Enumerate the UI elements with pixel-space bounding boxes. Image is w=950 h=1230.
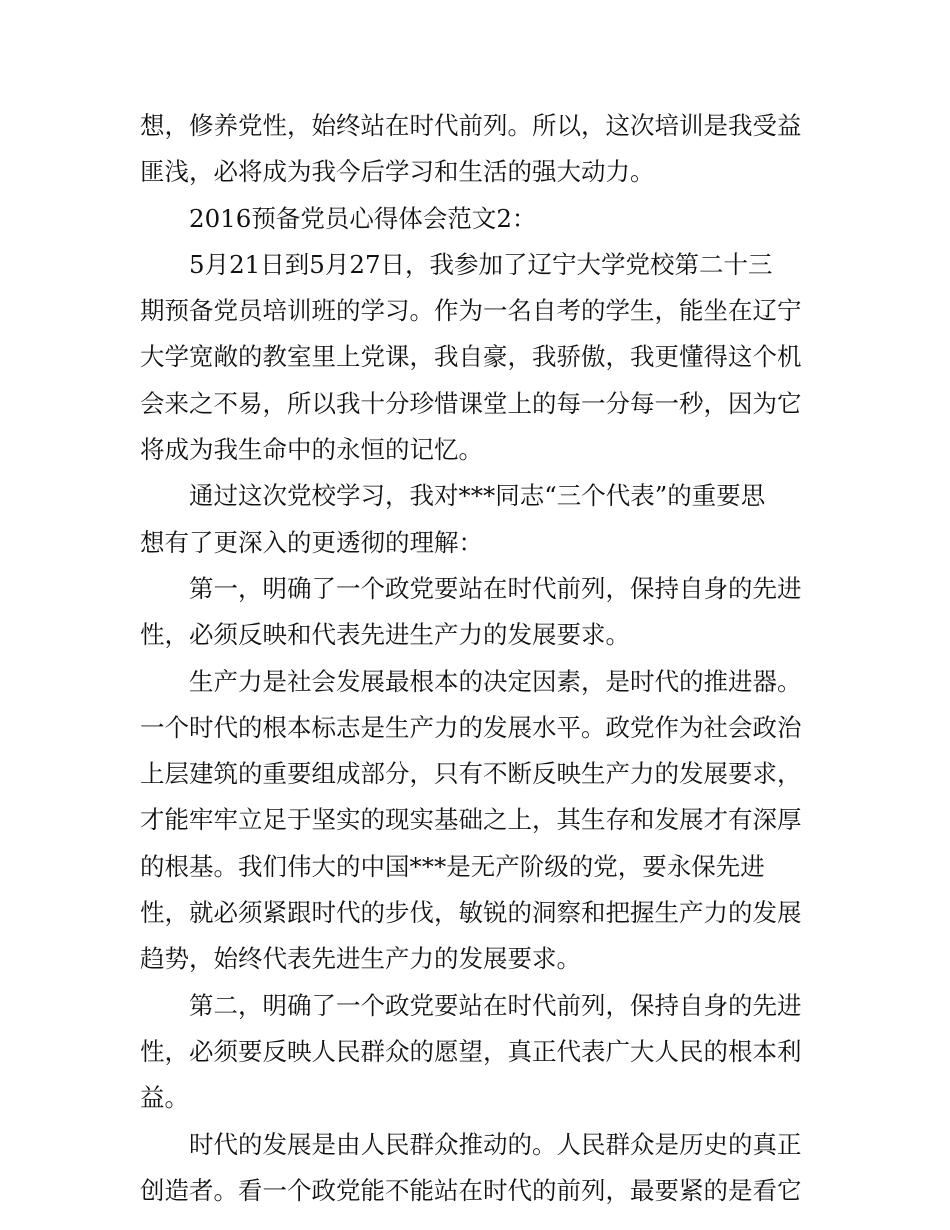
text-line: 5月21日到5月27日，我参加了辽宁大学党校第二十三 (189, 249, 773, 279)
text-line: 益。 (140, 1083, 189, 1113)
text-line: 生产力是社会发展最根本的决定因素，是时代的推进器。 (189, 666, 802, 696)
text-line: 的根基。我们伟大的中国***是无产阶级的党，要永保先进 (140, 851, 765, 881)
document-page (140, 103, 812, 1214)
text-line: 性，必须要反映人民群众的愿望，真正代表广大人民的根本利 (140, 1036, 802, 1066)
text-line: 一个时代的根本标志是生产力的发展水平。政党作为社会政治 (140, 712, 802, 742)
text-line: 将成为我生命中的永恒的记忆。 (140, 435, 483, 465)
text-line: 性，必须反映和代表先进生产力的发展要求。 (140, 620, 630, 650)
text-line: 第一，明确了一个政党要站在时代前列，保持自身的先进 (189, 573, 802, 603)
text-line: 会来之不易，所以我十分珍惜课堂上的每一分每一秒，因为它 (140, 388, 802, 418)
text-line: 想有了更深入的更透彻的理解： (140, 527, 483, 557)
text-line: 期预备党员培训班的学习。作为一名自考的学生，能坐在辽宁 (140, 296, 802, 326)
text-line: 创造者。看一个政党能不能站在时代的前列，最要紧的是看它 (140, 1175, 802, 1205)
text-line: 上层建筑的重要组成部分，只有不断反映生产力的发展要求， (140, 759, 802, 789)
text-line: 想，修养党性，始终站在时代前列。所以，这次培训是我受益 (140, 111, 802, 140)
text-line: 大学宽敞的教室里上党课，我自豪，我骄傲，我更懂得这个机 (140, 342, 802, 372)
text-line: 第二，明确了一个政党要站在时代前列，保持自身的先进 (189, 990, 802, 1020)
text-line: 性，就必须紧跟时代的步伐，敏锐的洞察和把握生产力的发展 (140, 898, 802, 928)
section-heading: 2016预备党员心得体会范文2： (189, 203, 537, 233)
text-line: 匪浅，必将成为我今后学习和生活的强大动力。 (140, 157, 655, 187)
text-line: 趋势，始终代表先进生产力的发展要求。 (140, 944, 581, 974)
text-line: 才能牢牢立足于坚实的现实基础之上，其生存和发展才有深厚 (140, 805, 802, 835)
text-line: 通过这次党校学习，我对***同志“三个代表”的重要思 (189, 481, 766, 511)
text-line: 时代的发展是由人民群众推动的。人民群众是历史的真正 (189, 1129, 802, 1159)
